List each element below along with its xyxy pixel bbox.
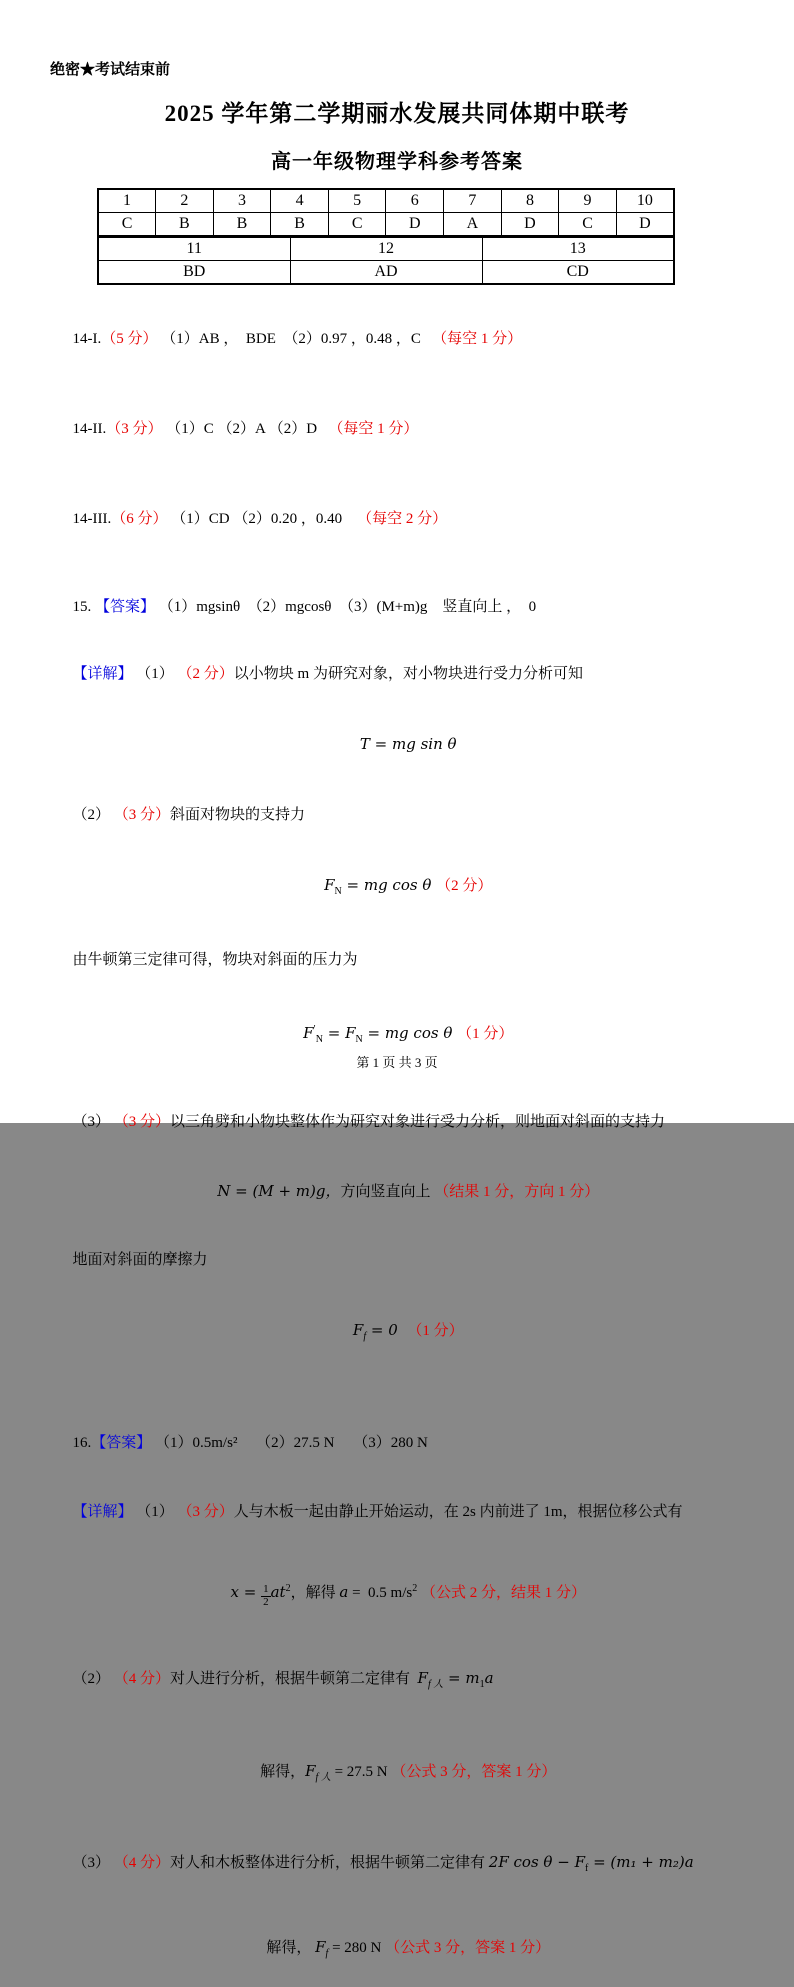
q-answer: B — [156, 213, 214, 237]
answer-table — [97, 188, 675, 285]
table-row-numbers — [98, 189, 674, 213]
question-number: 16. — [72, 1435, 92, 1451]
q15-answer-line — [0, 576, 794, 639]
solve-text: 解得， — [260, 1763, 306, 1780]
q-answer: D — [501, 213, 559, 237]
q-answer: AD — [290, 261, 482, 285]
answer-line-14-1 — [0, 308, 794, 371]
q-number: 8 — [501, 189, 559, 213]
q16-step2-line — [0, 1647, 794, 1716]
math-var: F — [303, 1024, 314, 1042]
body-text: 由牛顿第三定律可得，物块对斜面的压力为 — [72, 952, 358, 968]
math-var: F — [324, 876, 335, 894]
step-index: （1） — [132, 666, 178, 682]
math-operator: = — [322, 1024, 346, 1042]
q-number: 11 — [98, 237, 290, 261]
direction-text: 方向竖直向上 — [340, 1184, 435, 1200]
math-superscript: 2 — [285, 1583, 291, 1594]
score-note: （1 分） — [407, 1323, 464, 1339]
q-answer: BD — [98, 261, 290, 285]
step-text: 以小物块 m 为研究对象，对小物块进行受力分析可知 — [233, 666, 583, 682]
q-number: 9 — [559, 189, 617, 213]
step-index: （2） — [72, 1670, 114, 1687]
math-var: F — [305, 1761, 316, 1780]
step-score: （4 分） — [113, 1854, 171, 1871]
question-label: 14-II. — [72, 421, 107, 437]
q-answer: A — [444, 213, 502, 237]
table-row-numbers — [98, 237, 674, 261]
step-text: 斜面对物块的支持力 — [170, 807, 306, 823]
math-var: F — [417, 1668, 428, 1687]
q-answer: B — [271, 213, 329, 237]
math-subscript: f — [584, 1862, 589, 1874]
q-answer: D — [386, 213, 444, 237]
math-var: F — [315, 1937, 326, 1956]
q-number: 3 — [213, 189, 271, 213]
step-score: （4 分） — [113, 1670, 171, 1687]
math-var: at — [270, 1583, 286, 1601]
step-index: （3） — [72, 1854, 114, 1871]
formula-tension — [0, 711, 794, 778]
math-var: a — [484, 1668, 494, 1687]
math-var: m — [465, 1668, 480, 1687]
q15-detail-line-1 — [0, 643, 794, 706]
answer-table-11-13 — [97, 236, 675, 285]
math-subscript: 1 — [479, 1678, 485, 1690]
math-prime: ′ — [313, 1024, 316, 1035]
score-note: （公式 2 分，结果 1 分） — [417, 1585, 586, 1601]
score-note: （6 分） — [111, 511, 168, 527]
step-score: （3 分） — [177, 1504, 234, 1520]
score-note: （公式 3 分，答案 1 分） — [385, 1939, 551, 1956]
answer-body — [0, 282, 794, 1987]
math-operator: = — [443, 1668, 466, 1687]
table-row-answers — [98, 261, 674, 285]
q-number: 7 — [444, 189, 502, 213]
step-score: （2 分） — [177, 666, 234, 682]
q-answer: CD — [482, 261, 674, 285]
math-result: = 280 N — [328, 1939, 386, 1956]
answer-text: （1）CD （2）0.20 ，0.40 — [167, 511, 358, 527]
math-result: = 27.5 N — [330, 1763, 392, 1780]
math-expression: N = (M + m)g， — [217, 1182, 341, 1200]
answer-table-1-10 — [97, 188, 675, 237]
q-number: 6 — [386, 189, 444, 213]
math-var: F — [352, 1321, 364, 1339]
answer-text: （1）mgsinθ （2）mgcosθ （3）(M+m)g 竖直向上 ， 0 — [155, 599, 537, 615]
step-score: （3 分） — [113, 807, 171, 823]
math-expression: = (m₁ + m₂)a — [588, 1852, 694, 1871]
q-number: 13 — [482, 237, 674, 261]
q-number: 4 — [271, 189, 329, 213]
q15-step3-line — [0, 1091, 794, 1154]
q-number: 10 — [616, 189, 674, 213]
fraction-numerator: 1 — [263, 1583, 269, 1596]
fraction — [261, 1584, 271, 1608]
math-subscript: N — [355, 1034, 363, 1045]
page-number-footer: 第 1 页 共 3 页 — [356, 1055, 438, 1070]
score-note: （结果 1 分，方向 1 分） — [434, 1184, 600, 1200]
question-label: 14-I. — [72, 331, 102, 347]
math-subscript: f — [363, 1331, 367, 1342]
question-number: 15. — [72, 599, 95, 615]
q15-step2-line — [0, 784, 794, 847]
q-number: 1 — [98, 189, 156, 213]
step-score: （3 分） — [113, 1114, 171, 1130]
answer-text: （1）AB ， BDE （2）0.97 ，0.48 ，C — [157, 331, 433, 347]
per-blank-note: （每空 1 分） — [328, 421, 419, 437]
detail-tag: 【详解】 — [72, 1504, 133, 1520]
math-expression: 2F cos θ − — [488, 1852, 575, 1871]
math-expression: = 0 — [366, 1321, 408, 1339]
q-answer: C — [98, 213, 156, 237]
q16-step3-line — [0, 1831, 794, 1900]
score-note: （1 分） — [457, 1026, 514, 1042]
formula-ground-support — [0, 1158, 794, 1225]
math-subscript: f — [325, 1947, 329, 1959]
formula-friction-person — [0, 1738, 794, 1811]
formula-displacement — [0, 1556, 794, 1631]
step-index: （3） — [72, 1114, 114, 1130]
step-text: 对人和木板整体进行分析，根据牛顿第二定律有 — [170, 1854, 489, 1871]
q-number: 2 — [156, 189, 214, 213]
step-text: 以三角劈和小物块整体作为研究对象进行受力分析，则地面对斜面的支持力 — [170, 1114, 666, 1130]
answer-tag: 【答案】 — [91, 1435, 152, 1451]
q15-newton3-line — [0, 929, 794, 992]
q-answer: C — [328, 213, 386, 237]
solve-text: 解得， — [266, 1939, 316, 1956]
per-blank-note: （每空 2 分） — [357, 511, 448, 527]
q-answer: D — [616, 213, 674, 237]
math-var: x — [230, 1583, 239, 1601]
exam-title: 2025 学年第二学期丽水发展共同体期中联考 — [164, 101, 630, 126]
math-var: a — [339, 1583, 349, 1601]
answer-line-14-3 — [0, 488, 794, 551]
formula-friction-board — [0, 1914, 794, 1987]
detail-tag: 【详解】 — [72, 666, 133, 682]
step-index: （1） — [132, 1504, 178, 1520]
math-expression: = mg cos θ — [362, 1024, 458, 1042]
fraction-denominator: 2 — [263, 1596, 269, 1608]
formula-friction-zero — [0, 1297, 794, 1370]
step-text: 人与木板一起由静止开始运动，在 2s 内前进了 1m，根据位移公式有 — [233, 1504, 683, 1520]
score-note: （5 分） — [101, 331, 158, 347]
math-subscript: N — [315, 1034, 323, 1045]
q-answer: C — [559, 213, 617, 237]
q15-friction-line — [0, 1229, 794, 1292]
q-number: 5 — [328, 189, 386, 213]
page-title: 高一年级物理学科参考答案 — [271, 151, 523, 173]
math-result: = 0.5 m/s — [348, 1585, 413, 1601]
classification-banner: 绝密★考试结束前 — [50, 62, 171, 78]
q-answer: B — [213, 213, 271, 237]
q16-detail-line-1 — [0, 1481, 794, 1544]
formula-normal-force — [0, 852, 794, 925]
step-index: （2） — [72, 807, 114, 823]
q16-answer-line — [0, 1412, 794, 1475]
body-text: 地面对斜面的摩擦力 — [72, 1252, 208, 1268]
math-subscript: N — [334, 886, 342, 897]
math-operator: = — [239, 1583, 262, 1601]
math-expression: = mg cos θ — [341, 876, 437, 894]
q-number: 12 — [290, 237, 482, 261]
score-note: （3 分） — [106, 421, 163, 437]
score-note: （2 分） — [436, 878, 493, 894]
answer-tag: 【答案】 — [95, 599, 156, 615]
answer-text: （1）C （2）A （2）D — [162, 421, 329, 437]
math-superscript: 2 — [412, 1583, 418, 1594]
math-subscript: f 人 — [315, 1771, 331, 1783]
score-note: （公式 3 分，答案 1 分） — [391, 1763, 557, 1780]
answer-line-14-2 — [0, 398, 794, 461]
math-expression: T = mg sin θ — [359, 735, 457, 753]
table-row-answers — [98, 213, 674, 237]
step-text: 对人进行分析，根据牛顿第二定律有 — [170, 1670, 418, 1687]
math-subscript: f 人 — [427, 1678, 444, 1690]
question-label: 14-III. — [72, 511, 112, 527]
answer-text: （1）0.5m/s² （2）27.5 N （3）280 N — [151, 1435, 428, 1451]
solve-text: ，解得 — [290, 1585, 340, 1601]
per-blank-note: （每空 1 分） — [432, 331, 523, 347]
math-var: F — [345, 1024, 356, 1042]
math-var: F — [574, 1852, 585, 1871]
